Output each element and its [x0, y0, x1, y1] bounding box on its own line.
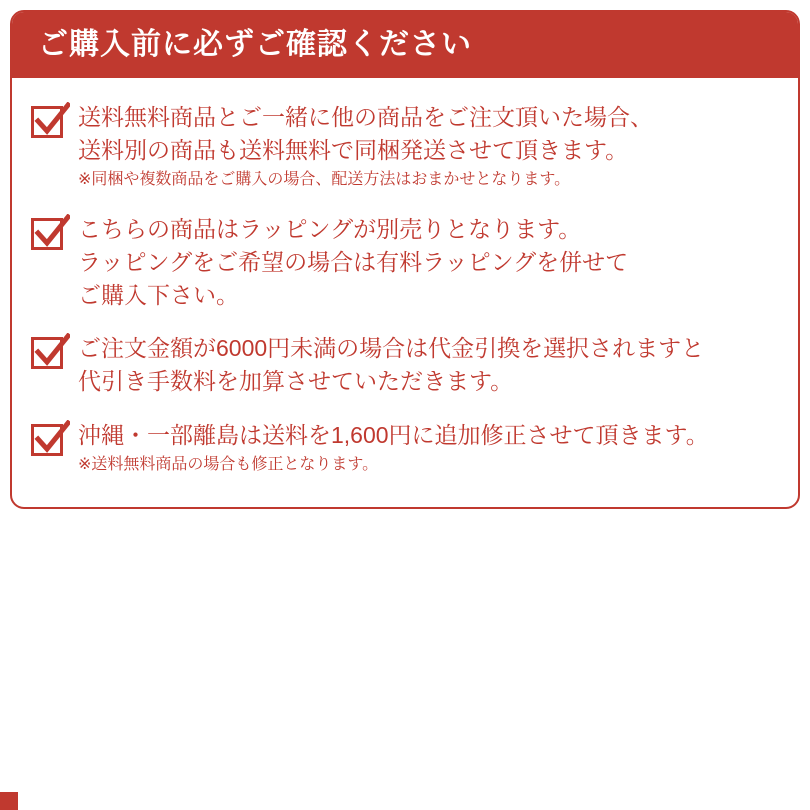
list-item-line: 沖縄・一部離島は送料を1,600円に追加修正させて頂きます。 [78, 421, 709, 448]
check-icon [30, 214, 70, 254]
list-item-line: 代引き手数料を加算させていただきます。 [78, 367, 514, 394]
list-item [30, 418, 780, 478]
list-item [30, 331, 780, 397]
check-icon [30, 102, 70, 142]
notice-header [12, 12, 798, 78]
list-item-line: こちらの商品はラッピングが別売りとなります。 [78, 216, 582, 243]
list-item-line: 送料別の商品も送料無料で同梱発送させて頂きます。 [78, 136, 629, 163]
page-title: ご購入前に必ずご確認ください [38, 28, 472, 61]
list-item-line: 送料無料商品とご一緒に他の商品をご注文頂いた場合、 [78, 104, 653, 130]
list-item-line: ご購入下さい。 [78, 281, 239, 308]
list-item-text [78, 418, 709, 478]
list-item-note: ※送料無料商品の場合も修正となります。 [78, 456, 379, 474]
list-item-text [78, 331, 704, 397]
corner-marker [0, 792, 18, 810]
list-item-line: ラッピングをご希望の場合は有料ラッピングを併せて [78, 248, 629, 275]
list-item-note: ※同梱や複数商品をご購入の場合、配送方法はおまかせとなります。 [78, 171, 571, 189]
list-item [30, 100, 780, 192]
purchase-notice-card [10, 10, 800, 509]
list-item [30, 212, 780, 311]
list-item-text [78, 100, 653, 192]
notice-body [12, 78, 798, 507]
list-item-text [78, 212, 628, 311]
check-icon [30, 333, 70, 373]
list-item-line: ご注文金額が6000円未満の場合は代金引換を選択されますと [78, 335, 705, 362]
check-icon [30, 420, 70, 460]
